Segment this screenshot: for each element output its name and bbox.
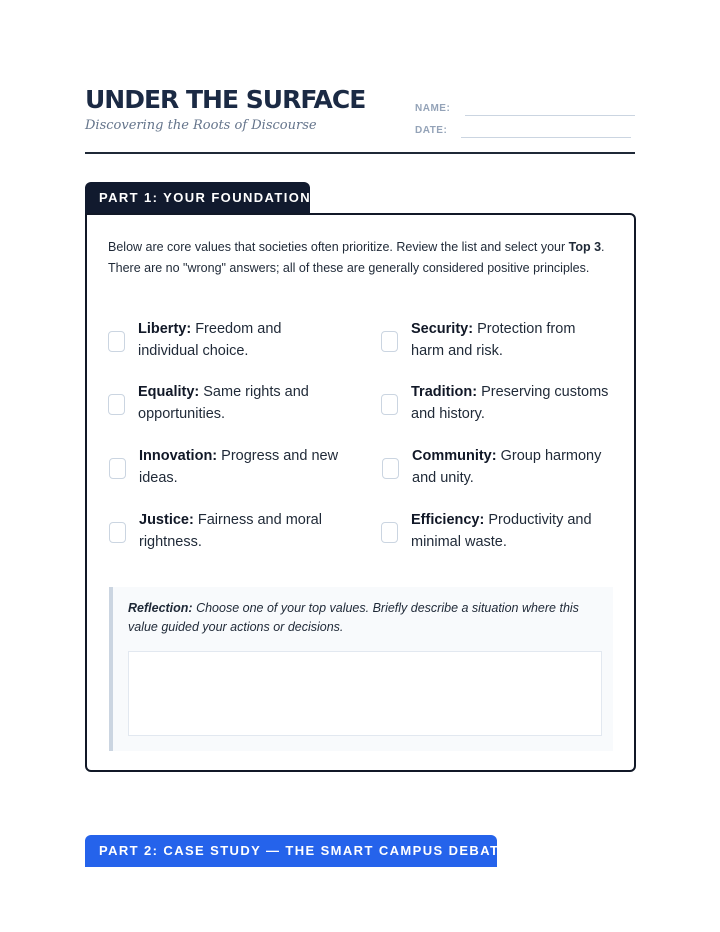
name-label: NAME:	[415, 103, 451, 114]
value-checkbox[interactable]	[108, 394, 125, 415]
part2-tab: PART 2: CASE STUDY — THE SMART CAMPUS DEBATE	[85, 835, 497, 867]
value-desc: Progress and new ideas.	[139, 448, 339, 486]
value-checkbox[interactable]	[381, 331, 398, 352]
value-desc: Preserving customs and history.	[411, 384, 609, 422]
value-desc: Freedom and individual choice.	[138, 321, 282, 359]
value-checkbox[interactable]	[381, 522, 398, 543]
reflection-label: Reflection:	[128, 601, 193, 615]
value-checkbox[interactable]	[109, 522, 126, 543]
part1-tab: PART 1: YOUR FOUNDATION	[85, 182, 310, 214]
value-name: Community:	[412, 448, 497, 464]
value-name: Security:	[411, 321, 474, 337]
intro-emphasis: Top 3	[568, 240, 602, 254]
value-checkbox[interactable]	[382, 458, 399, 479]
value-desc: Productivity and minimal waste.	[411, 512, 592, 550]
reflection-answer-box[interactable]	[128, 651, 602, 736]
value-checkbox[interactable]	[381, 394, 398, 415]
reflection-section	[109, 587, 613, 751]
value-name: Equality:	[138, 384, 200, 400]
value-name: Justice:	[139, 512, 194, 528]
value-name: Liberty:	[138, 321, 192, 337]
reflection-prompt: Reflection: Choose one of your top values. Briefly describe a situation where this value guided your actions or decisions.	[128, 601, 579, 634]
value-name: Innovation:	[139, 448, 218, 464]
part1-intro: Below are core values that societies often prioritize. Review the list and select your Top 3. There are no "wrong" answers; all of these are generally considered positive principles.	[108, 240, 605, 275]
value-checkbox[interactable]	[108, 331, 125, 352]
value-desc: Same rights and opportunities.	[138, 384, 309, 422]
value-desc: Protection from harm and risk.	[411, 321, 576, 359]
worksheet-header	[85, 85, 635, 154]
date-label: DATE:	[415, 125, 448, 136]
worksheet-subtitle: Discovering the Roots of Discourse	[85, 118, 317, 133]
worksheet-title: UNDER THE SURFACE	[85, 85, 366, 114]
value-checkbox[interactable]	[109, 458, 126, 479]
value-name: Efficiency:	[411, 512, 485, 528]
part1-card	[85, 213, 636, 772]
date-field[interactable]	[461, 137, 631, 138]
value-desc: Fairness and moral rightness.	[139, 512, 322, 550]
value-desc: Group harmony and unity.	[412, 448, 602, 486]
value-name: Tradition:	[411, 384, 478, 400]
name-field[interactable]	[465, 115, 635, 116]
